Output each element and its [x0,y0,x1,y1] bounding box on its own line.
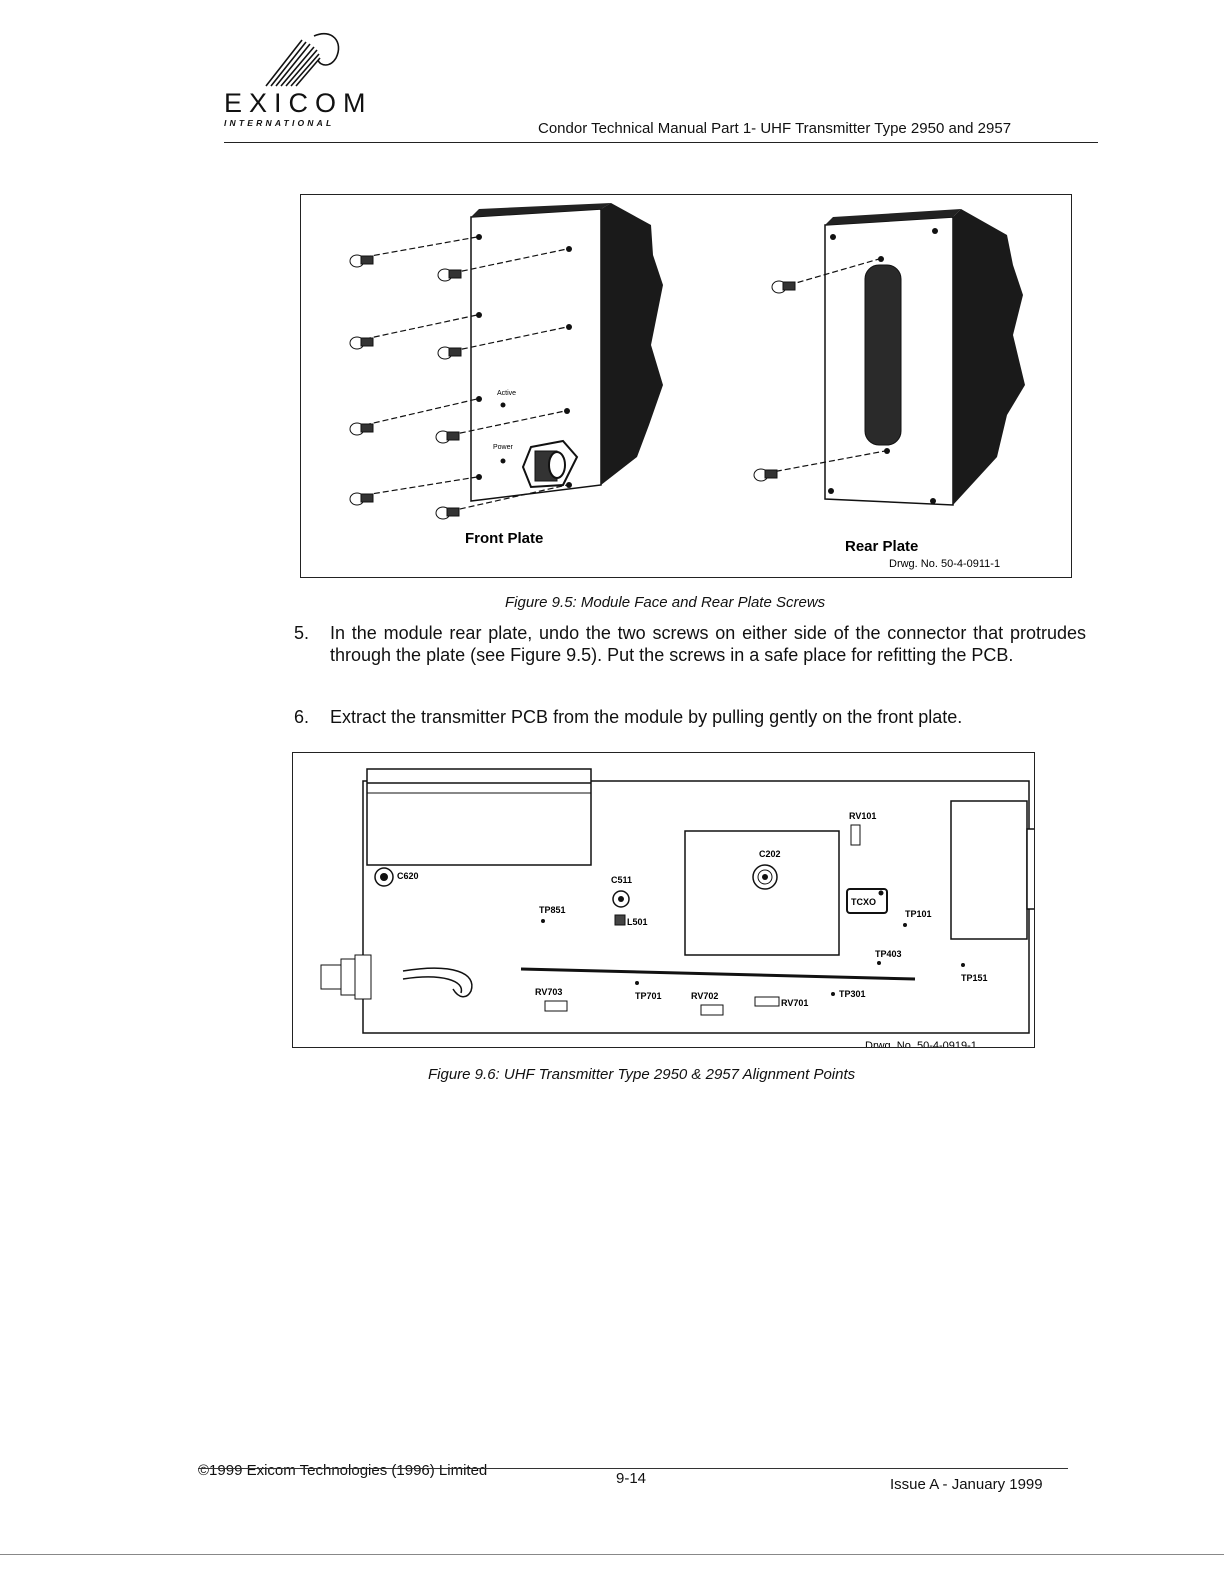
active-label: Active [497,390,517,397]
c202-capacitor [753,865,777,889]
label-tcxo: TCXO [851,897,877,907]
label-rv701: RV701 [781,998,809,1008]
step-number: 5. [294,623,310,643]
step-number: 6. [294,707,310,727]
screw-icon [350,423,373,435]
rv702-trimmer [701,1005,723,1015]
step-5 [294,622,1086,666]
tp851-point [541,919,545,923]
module-plates-drawing [301,195,1071,577]
screw-icon [350,255,373,267]
label-c620: C620 [397,871,419,881]
tp101-point [903,923,907,927]
exicom-logo-icon [262,28,352,90]
label-tp701: TP701 [635,991,662,1001]
tp151-point [961,963,965,967]
l501-inductor [615,915,625,925]
screw-icon [436,431,459,443]
label-tp403: TP403 [875,949,902,959]
screw-icon [436,507,459,519]
rv101-trimmer [851,825,860,845]
step-text: In the module rear plate, undo the two screws on either side of the connector that protrudes through the plate (see Figure 9.5). Put the screws in a safe place for refitting the PCB. [330,623,1086,665]
logo-wordmark: EXICOM [224,88,373,118]
power-label: Power [493,444,513,451]
label-rv702: RV702 [691,991,719,1001]
label-c202: C202 [759,849,781,859]
figure-9-6-caption: Figure 9.6: UHF Transmitter Type 2950 & 2957 Alignment Points [428,1066,856,1083]
footer-page-number: 9-14 [616,1470,647,1487]
pcb-alignment-drawing [293,753,1034,1047]
screw-icon [438,347,461,359]
c620-capacitor [375,868,393,886]
screw-icon [350,337,373,349]
figure-module-plates [300,194,1072,578]
label-rv101: RV101 [849,811,877,821]
label-c511: C511 [611,875,633,885]
screw-icon [438,269,461,281]
c511-capacitor [613,891,629,907]
header-rule [224,142,1098,143]
rv703-trimmer [545,1001,567,1011]
label-rv703: RV703 [535,987,563,997]
step-6 [294,706,1086,728]
screw-icon [350,493,373,505]
front-plate-label: Front Plate [465,530,544,547]
screw-icon [754,469,777,481]
label-tp151: TP151 [961,973,988,983]
footer-issue: Issue A - January 1999 [890,1476,1043,1493]
drawing-number-1: Drwg. No. 50-4-0911-1 [889,558,1001,570]
figure-9-5-caption: Figure 9.5: Module Face and Rear Plate Screws [505,594,826,611]
rear-plate-label: Rear Plate [845,538,919,555]
bottom-rule [0,1554,1224,1555]
label-tp101: TP101 [905,909,932,919]
footer-rule [198,1468,1068,1469]
label-tp301: TP301 [839,989,866,999]
step-text: Extract the transmitter PCB from the module by pulling gently on the front plate. [330,707,963,727]
screw-icon [772,281,795,293]
label-l501: L501 [627,917,648,927]
logo-subtitle: INTERNATIONAL [224,118,335,128]
tp301-point [831,992,835,996]
header-title: Condor Technical Manual Part 1- UHF Transmitter Type 2950 and 2957 [538,120,1012,137]
footer-copyright: ©1999 Exicom Technologies (1996) Limited [198,1462,488,1479]
drawing-number-2: Drwg. No. 50-4-0919-1 [865,1040,977,1047]
tp701-point [635,981,639,985]
tp403-point [877,961,881,965]
label-tp851: TP851 [539,905,566,915]
rv701-trimmer [755,997,779,1006]
figure-alignment-points [292,752,1035,1048]
